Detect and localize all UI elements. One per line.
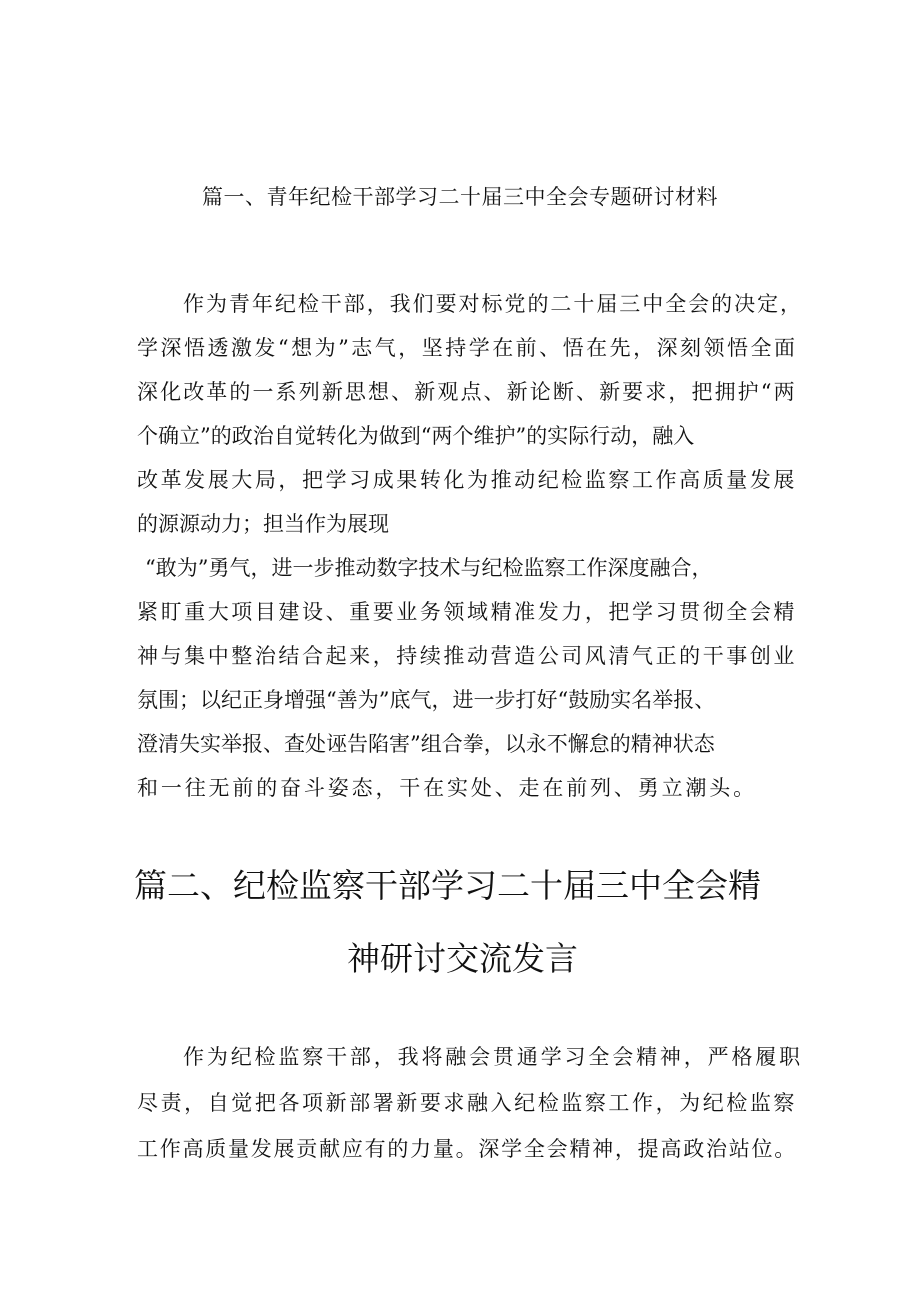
section1-line: 个确立”的政治自觉转化为做到“两个维护”的实际行动，融入 <box>137 424 695 448</box>
section2-line: 工作高质量发展贡献应有的力量。深学全会精神，提高政治站位。 <box>137 1137 797 1161</box>
section1-line: 学深悟透激发“想为”志气，坚持学在前、悟在先，深刻领悟全面 <box>137 336 798 360</box>
section1-line: 紧盯重大项目建设、重要业务领域精准发力，把学习贯彻全会精 <box>137 600 797 624</box>
section1-line: 深化改革的一系列新思想、新观点、新论断、新要求，把拥护“两 <box>137 380 797 404</box>
section2-title-line2: 神研讨交流发言 <box>347 939 578 978</box>
section1-line: 神与集中整治结合起来，持续推动营造公司风清气正的干事创业 <box>137 644 797 668</box>
section1-line: 澄清失实举报、查处诬告陷害”组合拳，以永不懈怠的精神状态 <box>137 732 715 756</box>
section2-line: 尽责，自觉把各项新部署新要求融入纪检监察工作，为纪检监察 <box>137 1091 797 1115</box>
section1-line: 的源源动力；担当作为展现 <box>137 512 389 536</box>
section1-line: 和一往无前的奋斗姿态，干在实处、走在前列、勇立潮头。 <box>137 776 757 800</box>
section1-line: 氛围；以纪正身增强“善为”底气，进一步打好“鼓励实名举报、 <box>137 688 716 712</box>
section1-line: 改革发展大局，把学习成果转化为推动纪检监察工作高质量发展 <box>137 468 797 492</box>
section2-title-line1: 篇二、纪检监察干部学习二十届三中全会精 <box>134 866 761 905</box>
section1-line: “敢为”勇气，进一步推动数字技术与纪检监察工作深度融合， <box>145 556 713 580</box>
section1-title: 篇一、青年纪检干部学习二十届三中全会专题研讨材料 <box>202 185 718 209</box>
section1-line: 作为青年纪检干部，我们要对标党的二十届三中全会的决定， <box>183 292 803 316</box>
section2-line: 作为纪检监察干部，我将融会贯通学习全会精神，严格履职 <box>183 1045 803 1069</box>
